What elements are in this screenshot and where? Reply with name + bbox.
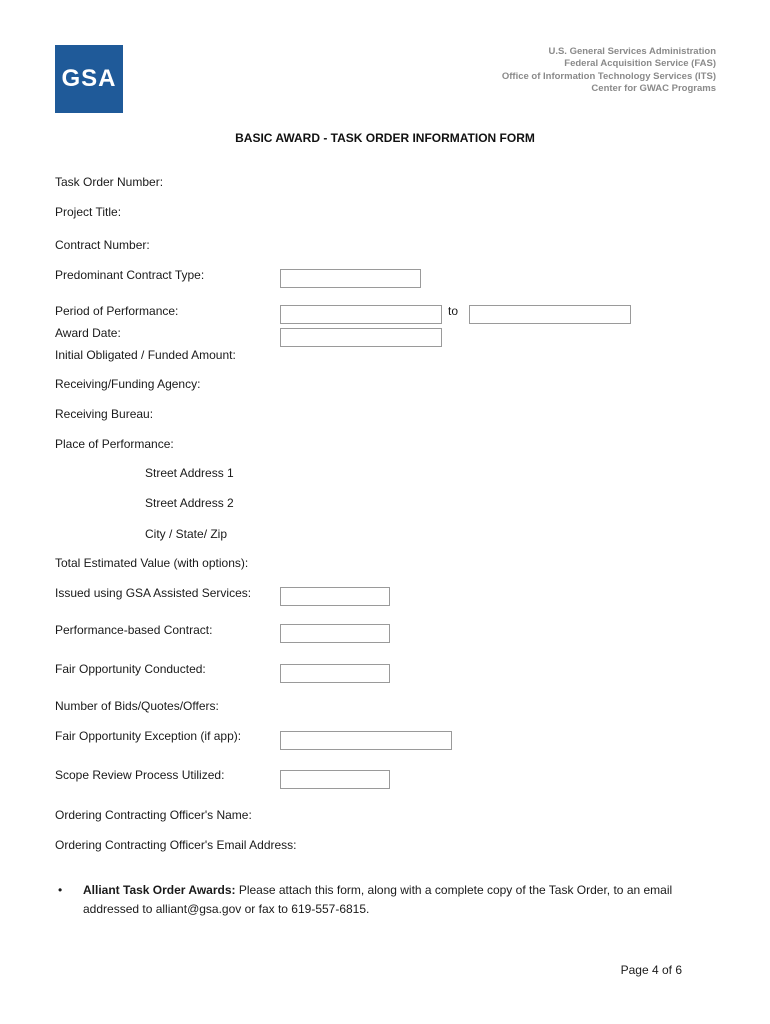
- fair-opportunity-exception-label: Fair Opportunity Exception (if app):: [55, 729, 242, 743]
- agency-line: U.S. General Services Administration: [548, 46, 716, 57]
- total-estimated-value-label: Total Estimated Value (with options):: [55, 556, 249, 570]
- performance-based-field[interactable]: [280, 624, 390, 643]
- initial-obligated-label: Initial Obligated / Funded Amount:: [55, 348, 236, 362]
- scope-review-label: Scope Review Process Utilized:: [55, 768, 225, 782]
- fair-opportunity-label: Fair Opportunity Conducted:: [55, 662, 206, 676]
- form-title: BASIC AWARD - TASK ORDER INFORMATION FORM: [235, 131, 535, 145]
- predominant-contract-type-field[interactable]: [280, 269, 421, 288]
- predominant-contract-type-label: Predominant Contract Type:: [55, 268, 205, 282]
- award-date-field[interactable]: [280, 328, 442, 347]
- street-address-2-label: Street Address 2: [145, 496, 234, 510]
- period-end-field[interactable]: [469, 305, 631, 324]
- period-of-performance-label: Period of Performance:: [55, 304, 179, 318]
- co-email-label: Ordering Contracting Officer's Email Address:: [55, 838, 297, 852]
- place-of-performance-label: Place of Performance:: [55, 437, 174, 451]
- gsa-assisted-label: Issued using GSA Assisted Services:: [55, 586, 252, 600]
- fair-opportunity-field[interactable]: [280, 664, 390, 683]
- award-date-label: Award Date:: [55, 326, 121, 340]
- agency-line: Office of Information Technology Services (ITS): [501, 70, 716, 82]
- alliant-note-heading: Alliant Task Order Awards:: [83, 883, 236, 897]
- alliant-note-text: Please attach this form, along with a complete copy of the Task Order, to an email addressed to alliant@gsa.gov or fax to 619-557-6815.: [83, 883, 673, 916]
- number-of-bids-label: Number of Bids/Quotes/Offers:: [55, 699, 219, 713]
- project-title-label: Project Title:: [55, 205, 122, 219]
- gsa-logo: [55, 45, 123, 113]
- agency-line: Federal Acquisition Service (FAS): [564, 58, 716, 70]
- period-to-label: to: [448, 304, 459, 318]
- bullet-icon: •: [58, 883, 63, 897]
- scope-review-field[interactable]: [280, 770, 390, 789]
- street-address-1-label: Street Address 1: [145, 466, 234, 480]
- task-order-number-label: Task Order Number:: [55, 175, 164, 189]
- period-start-field[interactable]: [280, 305, 442, 324]
- gsa-logo-text: GSA: [61, 65, 117, 92]
- agency-header: [502, 46, 716, 95]
- alliant-note: [83, 881, 723, 919]
- agency-line: Center for GWAC Programs: [591, 82, 716, 94]
- performance-based-label: Performance-based Contract:: [55, 623, 213, 637]
- fair-opportunity-exception-field[interactable]: [280, 731, 452, 750]
- gsa-assisted-field[interactable]: [280, 587, 390, 606]
- receiving-bureau-label: Receiving Bureau:: [55, 407, 154, 421]
- receiving-agency-label: Receiving/Funding Agency:: [55, 377, 201, 391]
- page-number: Page 4 of 6: [620, 963, 682, 977]
- co-name-label: Ordering Contracting Officer's Name:: [55, 808, 252, 822]
- contract-number-label: Contract Number:: [55, 238, 150, 252]
- city-state-zip-label: City / State/ Zip: [145, 527, 228, 541]
